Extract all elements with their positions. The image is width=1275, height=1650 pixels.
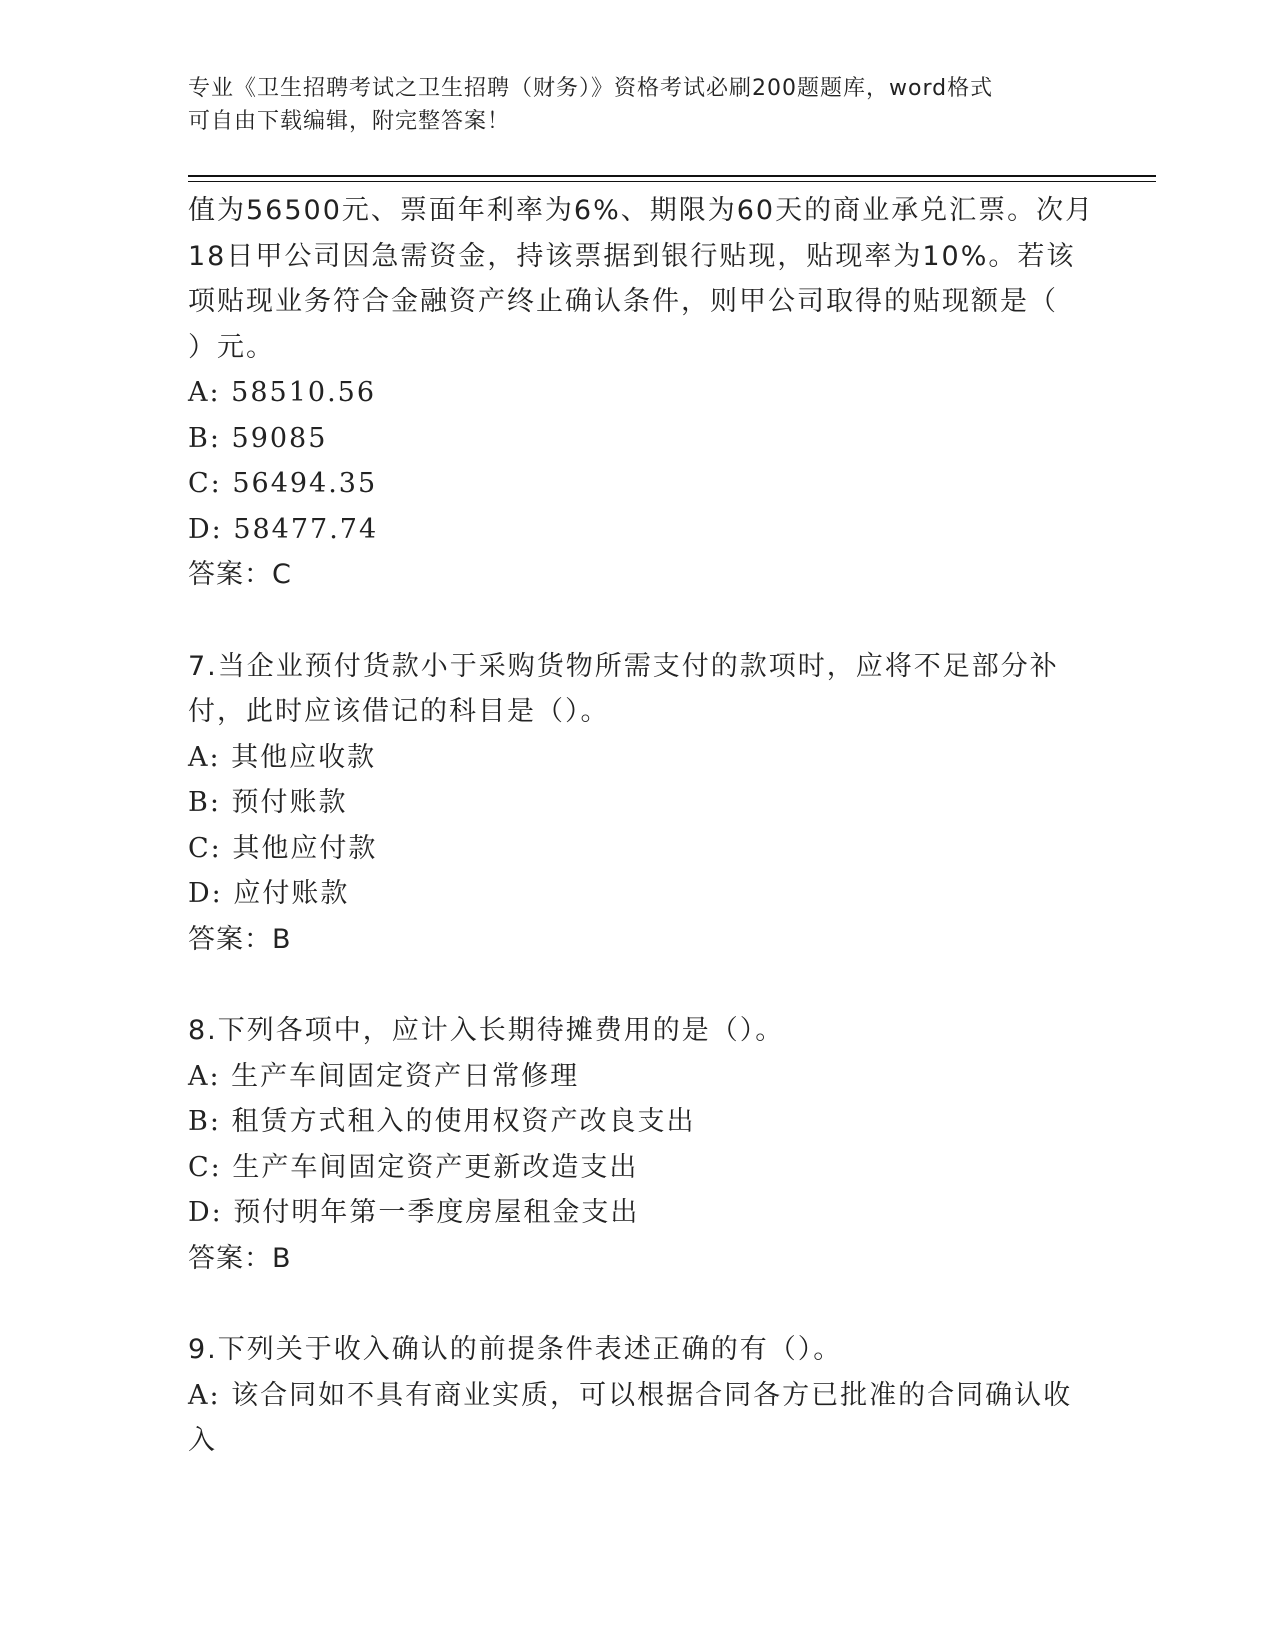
question-text-line: 8.下列各项中，应计入长期待摊费用的是（）。 <box>188 1015 785 1046</box>
option-b: B: 59085 <box>188 422 328 454</box>
question-6 <box>188 188 1098 598</box>
option-a: A: 该合同如不具有商业实质，可以根据合同各方已批准的合同确认收 <box>188 1379 1073 1411</box>
option-d: D: 应付账款 <box>188 878 350 909</box>
answer-line: 答案：B <box>188 1242 292 1274</box>
question-9 <box>188 1327 1098 1464</box>
header-divider-thick <box>188 175 1156 177</box>
header-divider-thin <box>188 181 1156 182</box>
question-8 <box>188 1008 1098 1281</box>
option-a: A: 其他应收款 <box>188 741 377 773</box>
question-text-line: 18日甲公司因急需资金，持该票据到银行贴现，贴现率为10%。若该 <box>188 240 1076 272</box>
header-line-1: 专业《卫生招聘考试之卫生招聘（财务）》资格考试必刷200题题库，word格式 <box>188 76 994 101</box>
answer-line: 答案：B <box>188 923 292 955</box>
option-a: A: 58510.56 <box>188 377 377 408</box>
question-text-line: 项贴现业务符合金融资产终止确认条件，则甲公司取得的贴现额是（ <box>188 286 1058 317</box>
header-line-2: 可自由下载编辑，附完整答案！ <box>188 109 511 134</box>
question-text-line: ）元。 <box>188 331 275 363</box>
spacer <box>188 1281 1098 1327</box>
question-text-line: 7.当企业预付货款小于采购货物所需支付的款项时，应将不足部分补 <box>188 650 1059 682</box>
option-b: B: 预付账款 <box>188 787 348 818</box>
answer-line: 答案：C <box>188 559 292 590</box>
question-text-line: 值为56500元、票面年利率为6%、期限为60天的商业承兑汇票。次月 <box>188 195 1095 226</box>
question-7 <box>188 644 1098 963</box>
document-header <box>188 72 1088 138</box>
option-d: D: 预付明年第一季度房屋租金支出 <box>188 1197 640 1228</box>
option-a: A: 生产车间固定资产日常修理 <box>188 1060 580 1092</box>
option-b: B: 租赁方式租入的使用权资产改良支出 <box>188 1106 696 1137</box>
option-a-continued: 入 <box>188 1425 217 1456</box>
question-text-line: 9.下列关于收入确认的前提条件表述正确的有（）。 <box>188 1334 843 1365</box>
option-c: C: 56494.35 <box>188 468 378 499</box>
document-body <box>188 188 1098 1464</box>
spacer <box>188 962 1098 1008</box>
option-c: C: 生产车间固定资产更新改造支出 <box>188 1151 639 1183</box>
question-text-line: 付，此时应该借记的科目是（）。 <box>188 696 610 727</box>
spacer <box>188 598 1098 644</box>
option-c: C: 其他应付款 <box>188 832 378 864</box>
option-d: D: 58477.74 <box>188 513 379 545</box>
